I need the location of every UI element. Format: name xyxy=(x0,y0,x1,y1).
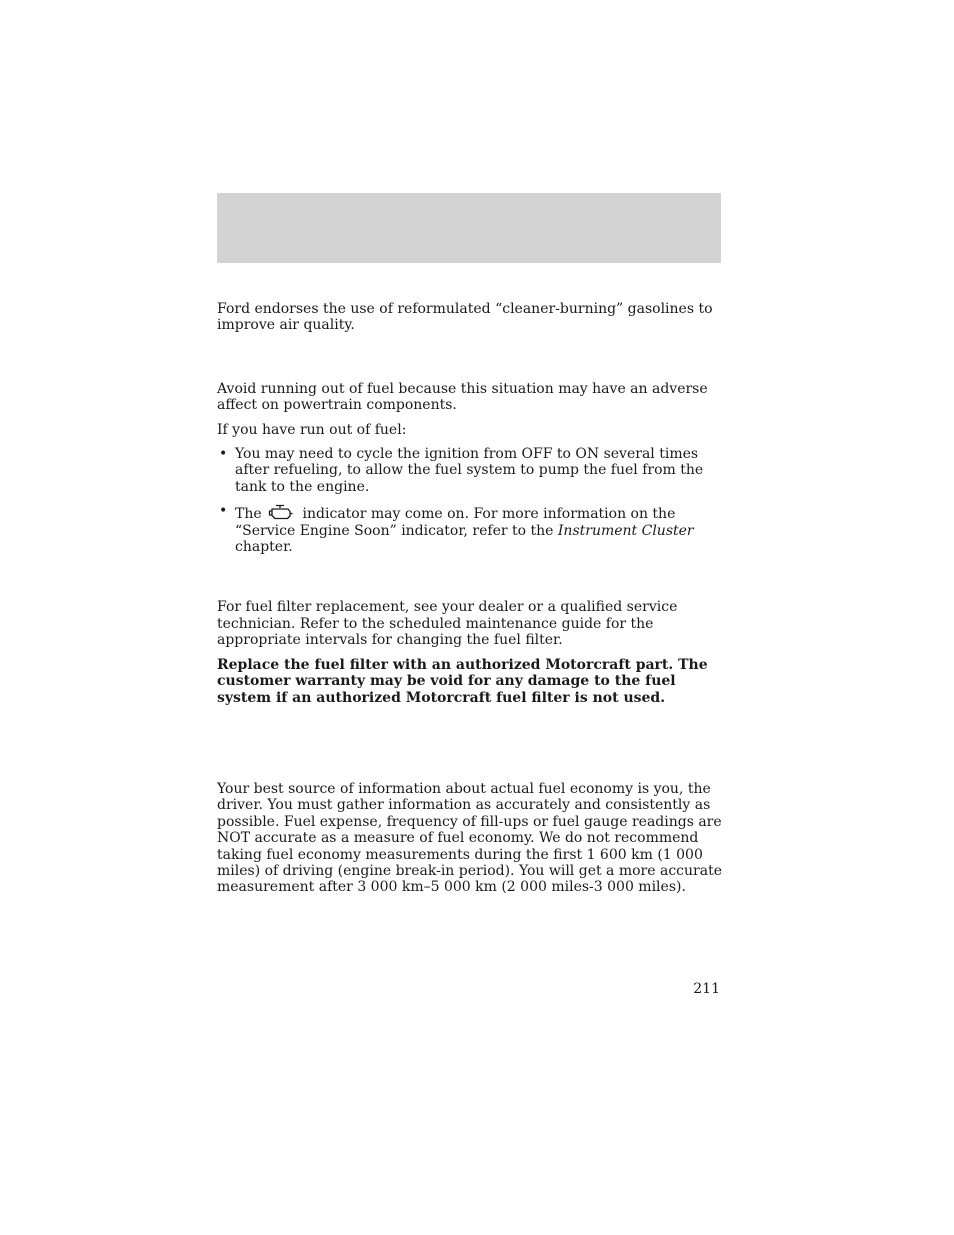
bullet-text-cycle-ignition: You may need to cycle the ignition from OFF to ON several times after refueling, to allow the fuel system to pump the fuel from the tank to the engine. xyxy=(235,446,704,495)
list-item xyxy=(217,446,723,495)
instrument-cluster-reference: Instrument Cluster xyxy=(557,522,694,539)
paragraph-motorcraft-warning: Replace the fuel filter with an authorized Motorcraft part. The customer warranty may be void for any damage to the fuel system if an authorized Motorcraft fuel filter is not used. xyxy=(217,656,708,706)
bullet-marker: • xyxy=(219,503,228,520)
bullet-text-the: The xyxy=(235,506,262,523)
section-header-band xyxy=(217,193,721,263)
run-out-bullet-list xyxy=(217,446,723,555)
page-number: 211 xyxy=(693,981,720,997)
paragraph-reformulated-gasoline: Ford endorses the use of reformulated “cleaner-burning” gasolines to improve air quality. xyxy=(217,301,713,334)
list-item xyxy=(217,503,723,555)
bullet-text-indicator: indicator may come on. For more information on the “Service Engine Soon” indicator, refer to the xyxy=(235,506,676,539)
bullet-text-chapter: chapter. xyxy=(235,539,293,556)
page-content xyxy=(217,301,723,896)
paragraph-if-run-out: If you have run out of fuel: xyxy=(217,421,407,438)
paragraph-fuel-filter: For fuel filter replacement, see your dealer or a qualified service technician. Refer to the scheduled maintenance guide for the appropriate intervals for changing the fuel filter. xyxy=(217,599,678,649)
bullet-marker: • xyxy=(219,446,228,463)
paragraph-fuel-economy: Your best source of information about actual fuel economy is you, the driver. You must gather information as accurately and consistently as possible. Fuel expense, frequency of fill-ups or fuel gauge readings are NOT accurate as a measure of fuel economy. We do not recommend taking fuel economy measurements during the first 1 600 km (1 000 miles) of driving (engine break-in period). You will get a more accurate measurement after 3 000 km–5 000 km (2 000 miles-3 000 miles). xyxy=(217,780,722,896)
paragraph-avoid-running-out: Avoid running out of fuel because this situation may have an adverse affect on powertrain components. xyxy=(217,380,708,414)
check-engine-icon xyxy=(266,503,296,521)
